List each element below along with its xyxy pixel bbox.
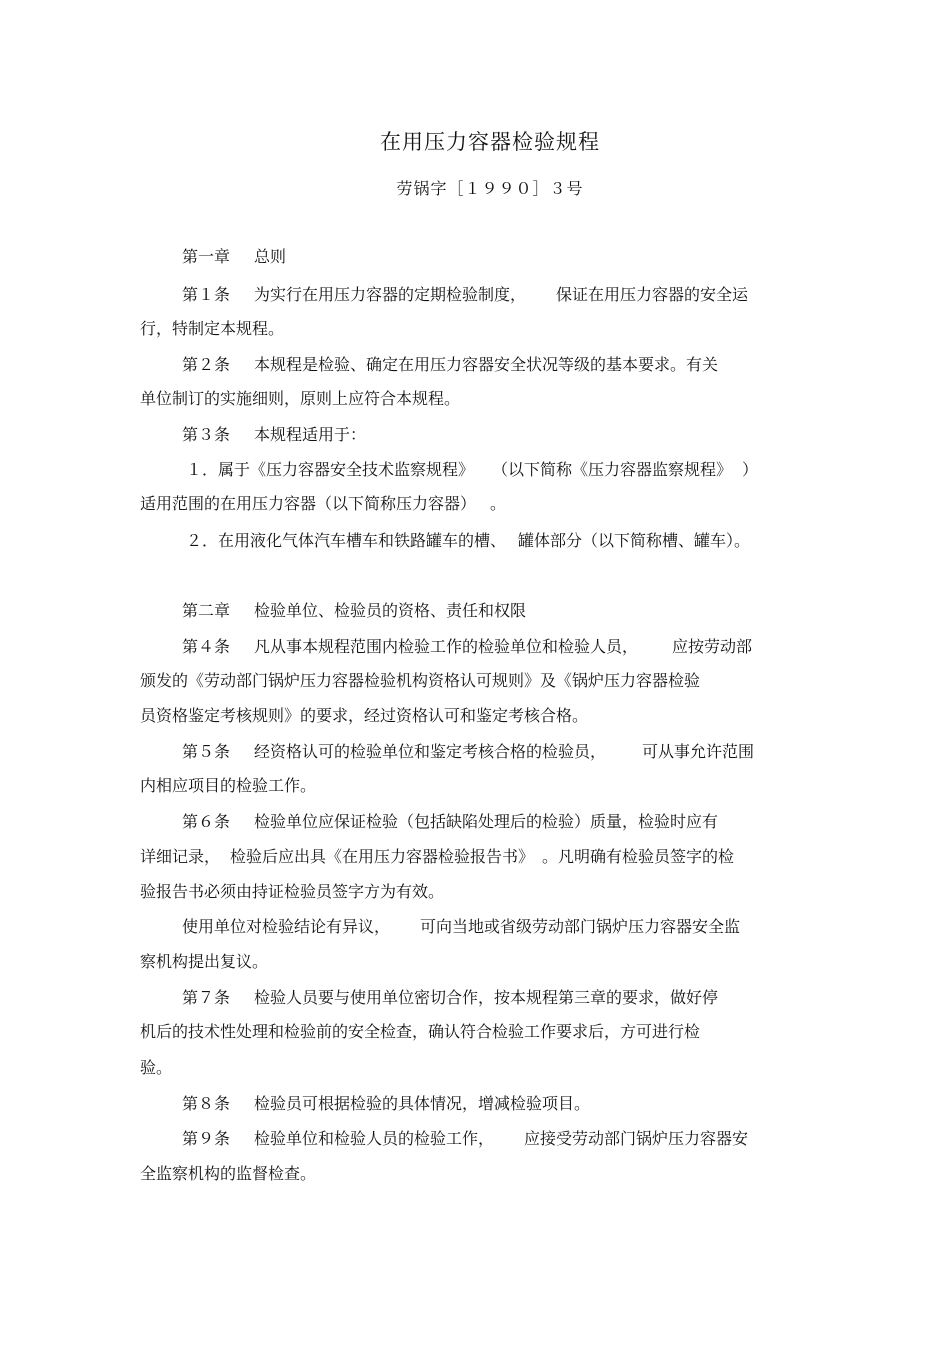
article-number: 第３条 — [182, 425, 231, 444]
chapter-number: 第一章 — [182, 247, 231, 266]
article-line: 内相应项目的检验工作。 — [140, 776, 317, 795]
article-number: 第６条 — [182, 812, 231, 831]
article-line: 第２条 本规程是检验、确定在用压力容器安全状况等级的基本要求。有关 — [182, 355, 719, 374]
article-number: 第９条 — [182, 1129, 231, 1148]
chapter-title: 总则 — [254, 247, 287, 266]
article-line: 机后的技术性处理和检验前的安全检查，确认符合检验工作要求后，方可进行检 — [140, 1022, 701, 1041]
chapter-heading — [182, 247, 286, 267]
chapter-number: 第二章 — [182, 601, 231, 620]
article-line: 员资格鉴定考核规则》的要求，经过资格认可和鉴定考核合格。 — [140, 706, 589, 725]
article-line: 第９条 检验单位和检验人员的检验工作， 应接受劳动部门锅炉压力容器安 — [182, 1129, 749, 1148]
article-line: 第６条 检验单位应保证检验（包括缺陷处理后的检验）质量，检验时应有 — [182, 812, 719, 831]
list-item: １．属于《压力容器安全技术监察规程》 （以下简称《压力容器监察规程》 ） — [186, 460, 759, 479]
article-number: 第４条 — [182, 637, 231, 656]
chapter-heading — [182, 601, 526, 621]
article-line: 第１条 为实行在用压力容器的定期检验制度， 保证在用压力容器的安全运 — [182, 285, 749, 304]
article-line: 单位制订的实施细则，原则上应符合本规程。 — [140, 389, 461, 408]
article-number: 第７条 — [182, 988, 231, 1007]
article-number: 第２条 — [182, 355, 231, 374]
document-title: 在用压力容器检验规程 — [380, 130, 600, 154]
article-line: 行，特制定本规程。 — [140, 319, 285, 338]
article-line: 详细记录， 检验后应出具《在用压力容器检验报告书》 。凡明确有检验员签字的检 — [140, 847, 735, 866]
chapter-title: 检验单位、检验员的资格、责任和权限 — [254, 601, 527, 620]
article-line: 颁发的《劳动部门锅炉压力容器检验机构资格认可规则》及《锅炉压力容器检验 — [140, 671, 701, 690]
article-line: 第３条 本规程适用于： — [182, 425, 367, 444]
article-number: 第８条 — [182, 1094, 231, 1113]
article-line: 验报告书必须由持证检验员签字方为有效。 — [140, 882, 445, 901]
article-number: 第５条 — [182, 742, 231, 761]
list-item: 适用范围的在用压力容器（以下简称压力容器） 。 — [140, 494, 507, 513]
article-line: 全监察机构的监督检查。 — [140, 1164, 317, 1183]
article-line: 第７条 检验人员要与使用单位密切合作，按本规程第三章的要求，做好停 — [182, 988, 719, 1007]
article-number: 第１条 — [182, 285, 231, 304]
document-number: 劳锅字［１９９０］３号 — [396, 179, 584, 198]
article-line: 第５条 经资格认可的检验单位和鉴定考核合格的检验员， 可从事允许范围 — [182, 742, 755, 761]
article-line: 使用单位对检验结论有异议， 可向当地或省级劳动部门锅炉压力容器安全监 — [182, 917, 741, 936]
list-item: ２．在用液化气体汽车槽车和铁路罐车的槽、 罐体部分（以下简称槽、罐车）。 — [186, 531, 751, 550]
article-line: 第８条 检验员可根据检验的具体情况，增减检验项目。 — [182, 1094, 591, 1113]
article-line: 察机构提出复议。 — [140, 952, 269, 971]
article-line: 第４条 凡从事本规程范围内检验工作的检验单位和检验人员， 应按劳动部 — [182, 637, 753, 656]
article-line: 验。 — [140, 1058, 173, 1077]
